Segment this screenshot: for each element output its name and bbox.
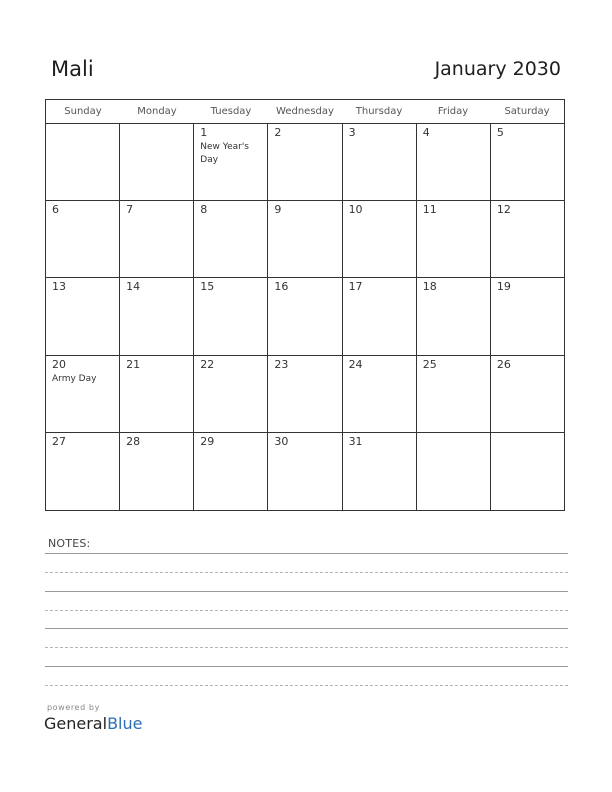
day-number: 17 <box>348 280 363 294</box>
day-number: 18 <box>422 280 437 294</box>
week-row <box>46 278 564 355</box>
brand-name <box>44 714 142 734</box>
week-row <box>46 356 564 433</box>
notes-label: NOTES: <box>48 537 91 550</box>
day-cell <box>194 201 268 277</box>
day-number: 1 <box>200 126 208 139</box>
note-line <box>45 628 568 629</box>
day-cell <box>120 201 194 277</box>
day-number: 15 <box>200 280 215 294</box>
day-number: 13 <box>52 280 66 294</box>
day-cell <box>194 124 268 200</box>
day-cell <box>194 433 268 510</box>
day-cell <box>343 433 417 510</box>
day-number: 5 <box>496 126 504 139</box>
weeks-container <box>46 124 564 510</box>
day-number: 30 <box>274 434 289 448</box>
weekday-monday: Monday <box>137 106 177 117</box>
weekday-wednesday: Wednesday <box>276 106 334 117</box>
day-number: 27 <box>52 434 66 448</box>
day-number: 25 <box>422 357 437 371</box>
day-number: 10 <box>348 203 363 217</box>
day-number: 14 <box>126 280 141 294</box>
day-number: 6 <box>52 203 59 217</box>
day-cell <box>268 278 342 354</box>
day-cell <box>268 201 342 277</box>
weekday-sunday: Sunday <box>64 106 102 117</box>
day-number: 9 <box>274 203 282 217</box>
note-line <box>45 685 568 686</box>
day-cell <box>268 433 342 510</box>
day-cell <box>417 433 491 510</box>
month-title: January 2030 <box>434 58 561 80</box>
day-cell <box>194 278 268 354</box>
day-cell <box>491 124 564 200</box>
day-cell <box>343 278 417 354</box>
day-number: 31 <box>348 434 363 448</box>
weekday-friday: Friday <box>437 106 469 117</box>
day-number: 16 <box>274 280 289 294</box>
note-line <box>45 591 568 592</box>
day-number: 11 <box>422 203 437 217</box>
brand-general: General <box>44 714 108 733</box>
day-number: 22 <box>200 357 215 371</box>
note-line <box>45 572 568 573</box>
day-number: 20 <box>52 357 66 371</box>
day-number: 2 <box>274 126 282 139</box>
day-cell <box>120 356 194 432</box>
day-number: 8 <box>200 203 208 217</box>
day-cell <box>46 124 120 200</box>
powered-by-text: powered by <box>47 703 100 712</box>
day-cell <box>417 356 491 432</box>
day-cell <box>343 124 417 200</box>
day-cell <box>343 201 417 277</box>
day-number: 4 <box>422 126 430 139</box>
day-cell <box>46 201 120 277</box>
day-cell <box>491 433 564 510</box>
holiday-label: New Year's Day <box>200 142 249 165</box>
day-cell <box>491 278 564 354</box>
day-cell <box>194 356 268 432</box>
country-title: Mali <box>51 57 94 81</box>
day-cell <box>46 433 120 510</box>
day-cell <box>120 433 194 510</box>
generalblue-logo <box>44 703 142 734</box>
day-cell <box>417 124 491 200</box>
note-line <box>45 666 568 667</box>
day-cell <box>343 356 417 432</box>
weekday-tuesday: Tuesday <box>210 106 252 117</box>
day-number: 26 <box>496 357 511 371</box>
day-cell <box>417 278 491 354</box>
day-number: 29 <box>200 434 215 448</box>
day-cell <box>268 356 342 432</box>
day-number: 19 <box>496 280 511 294</box>
week-row <box>46 124 564 201</box>
day-number: 12 <box>496 203 511 217</box>
note-line <box>45 553 568 554</box>
note-line <box>45 610 568 611</box>
weekday-thursday: Thursday <box>355 106 403 117</box>
weekday-header-row <box>46 100 564 124</box>
day-cell <box>46 356 120 432</box>
day-cell <box>120 124 194 200</box>
week-row <box>46 201 564 278</box>
weekday-saturday: Saturday <box>504 106 550 117</box>
brand-blue: Blue <box>107 714 143 733</box>
calendar-grid <box>45 99 565 511</box>
day-number: 7 <box>126 203 134 217</box>
week-row <box>46 433 564 510</box>
day-cell <box>417 201 491 277</box>
day-number: 28 <box>126 434 141 448</box>
day-cell <box>268 124 342 200</box>
note-line <box>45 647 568 648</box>
day-number: 3 <box>348 126 356 139</box>
day-cell <box>491 356 564 432</box>
day-cell <box>120 278 194 354</box>
day-number: 24 <box>348 357 363 371</box>
holiday-label: Army Day <box>52 373 97 384</box>
day-cell <box>491 201 564 277</box>
day-cell <box>46 278 120 354</box>
day-number: 23 <box>274 357 289 371</box>
day-number: 21 <box>126 357 141 371</box>
